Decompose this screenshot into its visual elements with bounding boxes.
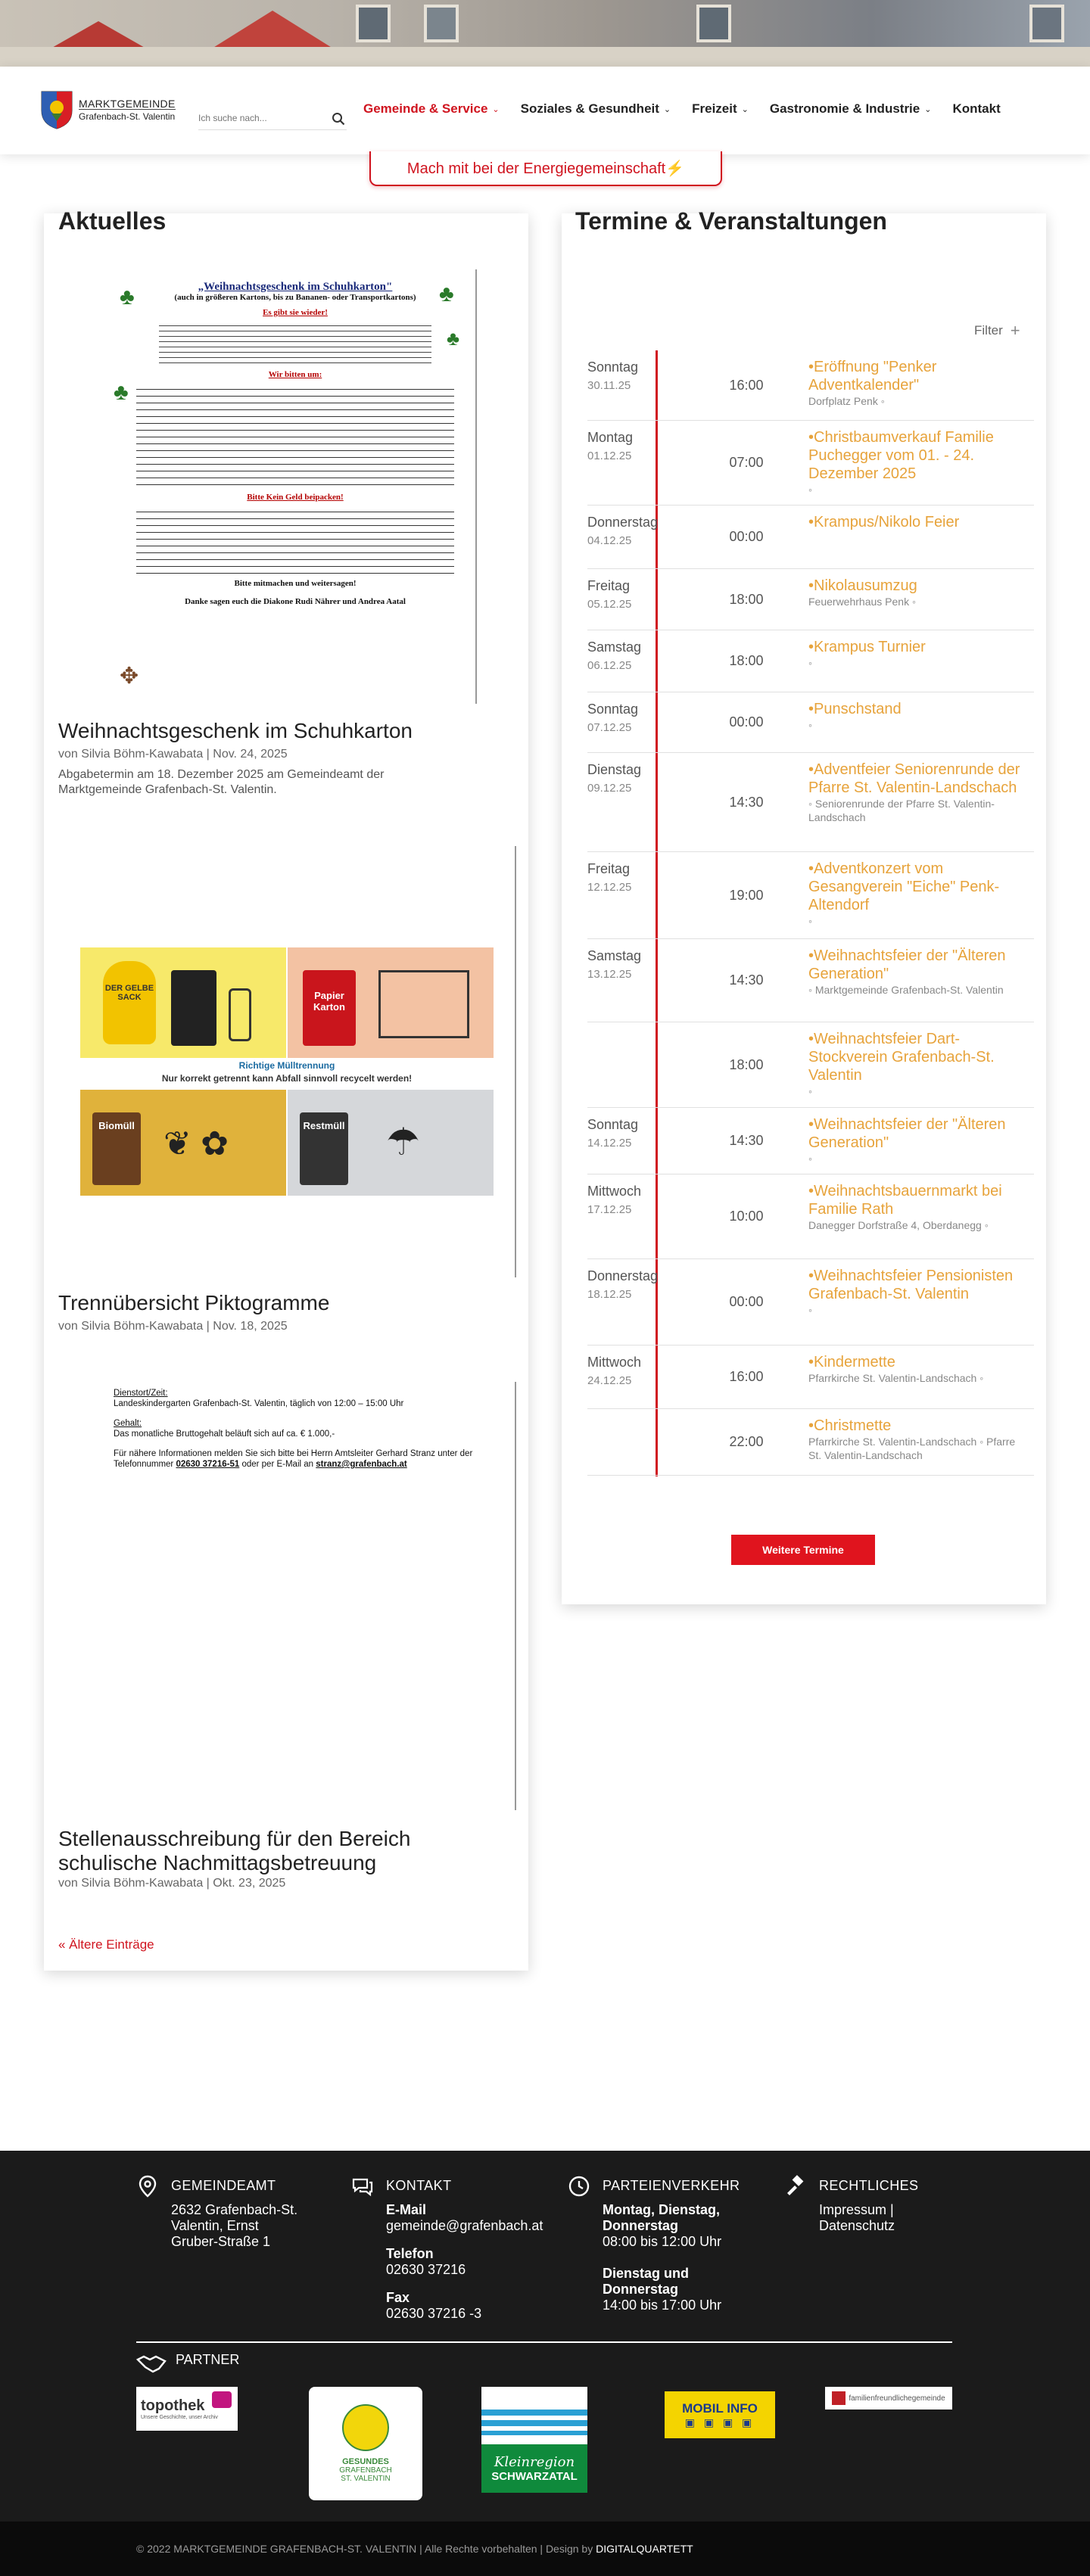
footer-heading: KONTAKT — [386, 2178, 452, 2193]
phone-number[interactable]: 02630 37216 — [386, 2262, 466, 2277]
event-location: Pfarrkirche St. Valentin-Landschach ◦ — [808, 1372, 984, 1384]
search-box — [198, 107, 347, 130]
hero-image — [0, 0, 1090, 67]
post-meta: von Silvia Böhm-Kawabata | Okt. 23, 2025 — [58, 1877, 286, 1890]
event-title[interactable] — [808, 860, 1020, 928]
post-title[interactable]: Trennübersicht Piktogramme — [58, 1291, 330, 1314]
event-time: 14:30 — [729, 794, 764, 810]
post-image-schuhkarton[interactable] — [106, 269, 477, 704]
event-row[interactable] — [587, 753, 1034, 852]
gesund-line3: ST. VALENTIN — [341, 2475, 391, 2483]
designer-link[interactable]: DIGITALQUARTETT — [596, 2543, 693, 2555]
event-time: 07:00 — [729, 455, 764, 470]
gesund-badge-icon — [342, 2404, 389, 2451]
nav-item-soziales[interactable] — [521, 101, 671, 117]
tree-icon: ♣ — [447, 327, 460, 350]
event-time: 00:00 — [729, 1294, 764, 1309]
footer-address: 2632 Grafenbach-St. Valentin, Ernst Gruber-Straße 1 — [171, 2202, 298, 2249]
nav-item-gastronomie[interactable] — [770, 101, 932, 117]
recycle-banner — [80, 1059, 494, 1090]
event-date: 24.12.25 — [587, 1374, 632, 1387]
post-image-stellenausschreibung[interactable] — [73, 1382, 516, 1810]
event-title-text: •Adventfeier Seniorenrunde der Pfarre St. Valentin-Landschach — [808, 761, 1020, 796]
event-day: Montag — [587, 430, 634, 445]
yellow-bag-icon: DER GELBE SACK — [103, 961, 156, 1044]
box-icon — [378, 970, 469, 1038]
event-title-text: •Eröffnung "Penker Adventkalender" — [808, 359, 937, 394]
bottle-icon — [229, 988, 251, 1041]
event-day: Mittwoch — [587, 1355, 642, 1370]
event-title-text: •Kindermette — [808, 1354, 895, 1370]
event-day: Dienstag — [587, 762, 642, 777]
event-location: ◦ — [808, 719, 812, 731]
event-day: Samstag — [587, 948, 642, 963]
nav-label: Kontakt — [952, 101, 1001, 116]
event-title[interactable] — [808, 638, 1020, 670]
event-time: 14:30 — [729, 972, 764, 988]
footer-heading: RECHTLICHES — [819, 2178, 919, 2193]
event-row[interactable] — [587, 939, 1034, 1022]
event-day: Samstag — [587, 639, 642, 655]
yellow-bag-tile — [80, 947, 286, 1058]
doc-label: Dienstort/Zeit: — [114, 1389, 168, 1398]
flyer-text-block — [136, 506, 454, 574]
reindeer-icon: ✥ — [120, 664, 139, 689]
footer-gemeindeamt — [136, 2175, 341, 2326]
bin-icon — [171, 970, 216, 1046]
footer-contact-block — [386, 2202, 583, 2322]
nav-label: Soziales & Gesundheit — [520, 101, 659, 116]
event-row[interactable] — [587, 692, 1034, 753]
event-title[interactable] — [808, 358, 1020, 408]
event-time: 16:00 — [729, 377, 764, 393]
event-title-text: •Weihnachtsfeier der "Älteren Generation" — [808, 947, 1006, 982]
flyer-line: Wir bitten um: — [268, 370, 322, 379]
event-date: 01.12.25 — [587, 450, 632, 462]
event-date: 09.12.25 — [587, 782, 632, 795]
nav-label: Gastronomie & Industrie — [769, 101, 920, 116]
familie-icon — [832, 2391, 846, 2405]
event-title[interactable] — [808, 1353, 1020, 1385]
event-location: Dorfplatz Penk ◦ — [808, 395, 885, 407]
partner-mobil-info[interactable] — [665, 2391, 775, 2438]
doc-line: Für nähere Informationen melden Sie sich bitte bei Herrn Amtsleiter Gerhard Stranz unter der Telefonnummer — [114, 1449, 473, 1469]
event-row[interactable] — [587, 852, 1034, 939]
event-title[interactable] — [808, 513, 1020, 531]
doc-line: oder per E-Mail an — [241, 1460, 314, 1469]
paper-tile — [288, 947, 494, 1058]
fax-label: Fax — [386, 2290, 410, 2305]
event-location: ◦ — [808, 657, 812, 669]
event-day: Sonntag — [587, 359, 639, 375]
chat-icon — [351, 2175, 374, 2198]
event-date: 06.12.25 — [587, 659, 632, 672]
plus-icon: + — [1010, 321, 1020, 340]
event-date: 05.12.25 — [587, 598, 632, 611]
event-row[interactable] — [587, 1174, 1034, 1259]
logo-subtitle: Grafenbach-St. Valentin — [79, 110, 176, 122]
copyright-text: © 2022 MARKTGEMEINDE GRAFENBACH-ST. VALENTIN | Alle Rechte vorbehalten | Design by — [136, 2543, 593, 2555]
doc-line: Das monatliche Bruttogehalt beläuft sich auf ca. € 1.000,- — [114, 1430, 335, 1439]
partner-gesundes-grafenbach[interactable] — [309, 2387, 422, 2500]
event-title-text: •Weihnachtsfeier Pensionisten Grafenbach-St. Valentin — [808, 1268, 1014, 1302]
event-title[interactable] — [808, 428, 1020, 496]
hours-days: Dienstag und Donnerstag — [603, 2266, 690, 2297]
event-row[interactable] — [587, 1259, 1034, 1346]
partner-familienfreundlich[interactable] — [825, 2387, 952, 2410]
flyer-text-block — [136, 383, 454, 489]
event-time: 22:00 — [729, 1434, 764, 1449]
doc-phone: 02630 37216-51 — [176, 1460, 240, 1469]
events-heading: Termine & Veranstaltungen — [575, 207, 887, 235]
event-title[interactable] — [808, 1417, 1020, 1462]
footer-heading: PARTEIENVERKEHR — [603, 2178, 740, 2193]
event-time: 00:00 — [729, 529, 764, 544]
event-title-text: •Weihnachtsbauernmarkt bei Familie Rath — [808, 1183, 1002, 1218]
event-time: 14:30 — [729, 1133, 764, 1148]
flyer-line: Bitte mitmachen und weitersagen! — [234, 579, 357, 588]
event-date: 30.11.25 — [587, 379, 631, 392]
event-row[interactable] — [587, 1346, 1034, 1409]
schwarzatal-line2: SCHWARZATAL — [491, 2470, 578, 2483]
energy-community-button[interactable]: Mach mit bei der Energiegemeinschaft⚡ — [369, 151, 722, 186]
familie-label: familienfreundlichegemeinde — [849, 2394, 945, 2403]
clock-icon — [568, 2175, 590, 2198]
event-title[interactable] — [808, 761, 1020, 824]
location-pin-icon — [136, 2175, 159, 2198]
older-entries-link[interactable]: « Ältere Einträge — [58, 1937, 154, 1952]
event-location: Feuerwehrhaus Penk ◦ — [808, 596, 916, 608]
nav-label: Freizeit — [692, 101, 737, 116]
event-title-text: •Krampus Turnier — [808, 639, 926, 655]
hours-days: Montag, Dienstag, Donnerstag — [603, 2202, 721, 2233]
gavel-icon — [784, 2175, 807, 2198]
partner-heading: PARTNER — [176, 2352, 240, 2367]
site-footer — [0, 2151, 1090, 2522]
event-row[interactable] — [587, 421, 1034, 506]
event-title[interactable] — [808, 1267, 1020, 1317]
event-location: ◦ — [808, 1153, 812, 1165]
event-location: ◦ — [808, 915, 812, 927]
topothek-label: topothek — [141, 2397, 205, 2414]
event-title[interactable] — [808, 700, 1020, 732]
post-image-muelltrennung[interactable] — [73, 846, 516, 1277]
paper-bin-icon: Papier Karton — [303, 970, 356, 1046]
event-day: Sonntag — [587, 702, 639, 717]
rest-bin-icon: Restmüll — [300, 1112, 348, 1185]
event-title-text: •Krampus/Nikolo Feier — [808, 514, 960, 530]
post-title[interactable]: Weihnachtsgeschenk im Schuhkarton — [58, 719, 413, 742]
chevron-down-icon: ⌄ — [663, 104, 671, 114]
topothek-badge-icon — [212, 2391, 232, 2408]
nav-item-kontakt[interactable] — [952, 101, 1000, 117]
nav-label: Gemeinde & Service — [363, 101, 488, 116]
event-title-text: •Weihnachtsfeier der "Älteren Generation" — [808, 1116, 1006, 1151]
event-date: 07.12.25 — [587, 721, 632, 734]
legal-links[interactable]: Impressum | Datenschutz — [819, 2202, 895, 2233]
doc-label: Gehalt: — [114, 1419, 142, 1428]
event-date: 04.12.25 — [587, 534, 632, 547]
schwarzatal-band — [481, 2444, 587, 2493]
footer-kontakt — [351, 2175, 563, 2341]
event-title[interactable] — [808, 1115, 1020, 1165]
post-title[interactable]: Stellenausschreibung für den Bereich schulische Nachmittagsbetreuung — [58, 1827, 411, 1874]
event-day: Freitag — [587, 861, 631, 876]
event-time: 18:00 — [729, 653, 764, 668]
event-location: Pfarrkirche St. Valentin-Landschach ◦ Pfarre St. Valentin-Landschach — [808, 1436, 1016, 1461]
partner-schwarzatal[interactable] — [481, 2387, 587, 2493]
event-title-text: •Christmette — [808, 1417, 892, 1434]
search-icon[interactable] — [332, 112, 345, 126]
schwarzatal-line1: Kleinregion — [494, 2454, 575, 2470]
fax-number: 02630 37216 -3 — [386, 2306, 482, 2321]
hours-time: 14:00 bis 17:00 Uhr — [603, 2298, 722, 2313]
nav-item-gemeinde[interactable] — [363, 101, 500, 117]
topothek-sub: Unsere Geschichte, unser Archiv — [141, 2415, 218, 2420]
flyer-subtitle: (auch in größeren Kartons, bis zu Bananen- oder Transportkartons) — [174, 293, 416, 302]
leaf-icon: ❦ ✿ — [164, 1125, 229, 1162]
event-location: ◦ Marktgemeinde Grafenbach-St. Valentin — [808, 984, 1004, 996]
event-day: Mittwoch — [587, 1184, 642, 1199]
event-row[interactable] — [587, 569, 1034, 630]
main-nav — [363, 101, 1001, 117]
handshake-icon — [136, 2352, 167, 2375]
event-time: 16:00 — [729, 1369, 764, 1384]
event-title[interactable] — [808, 947, 1020, 997]
doc-email: stranz@grafenbach.at — [316, 1460, 407, 1469]
flyer-title: „Weihnachtsgeschenk im Schuhkarton" — [198, 281, 393, 293]
event-day: Freitag — [587, 578, 631, 593]
flyer-line: Danke sagen euch die Diakone Rudi Nährer und Andrea Aatal — [185, 597, 406, 606]
doc-line: Landeskindergarten Grafenbach-St. Valentin, täglich von 12:00 – 15:00 Uhr — [114, 1399, 404, 1408]
event-time: 19:00 — [729, 887, 764, 903]
filter-label: Filter — [974, 323, 1003, 338]
bio-tile — [80, 1090, 286, 1196]
event-day: Donnerstag — [587, 1268, 659, 1283]
post-meta: von Silvia Böhm-Kawabata | Nov. 18, 2025 — [58, 1320, 288, 1333]
event-title-text: •Christbaumverkauf Familie Puchegger vom 01. - 24. Dezember 2025 — [808, 429, 994, 482]
post-meta: von Silvia Böhm-Kawabata | Nov. 24, 2025 — [58, 748, 288, 761]
flyer-text-block — [159, 321, 431, 366]
footer-divider — [136, 2341, 952, 2343]
event-date: 12.12.25 — [587, 881, 632, 894]
event-title-text: •Weihnachtsfeier Dart-Stockverein Grafenbach-St. Valentin — [808, 1031, 995, 1084]
event-day: Sonntag — [587, 1117, 639, 1132]
mobil-label: MOBIL INFO — [682, 2400, 758, 2416]
chevron-down-icon: ⌄ — [924, 104, 932, 114]
partner-topothek[interactable] — [136, 2387, 238, 2431]
event-title[interactable] — [808, 1030, 1020, 1098]
event-row[interactable] — [587, 350, 1034, 421]
event-location: ◦ Seniorenrunde der Pfarre St. Valentin-Landschach — [808, 798, 995, 823]
event-row[interactable] — [587, 506, 1034, 569]
chevron-down-icon: ⌄ — [741, 104, 749, 114]
event-title-text: •Nikolausumzug — [808, 577, 917, 594]
tree-icon: ♣ — [439, 282, 454, 306]
event-row[interactable] — [587, 1108, 1034, 1174]
search-input[interactable] — [198, 107, 319, 129]
event-time: 10:00 — [729, 1209, 764, 1224]
event-location: ◦ — [808, 484, 812, 496]
more-events-button[interactable]: Weitere Termine — [731, 1535, 875, 1565]
copyright-bar — [0, 2522, 1090, 2576]
site-header — [0, 67, 1090, 154]
event-date: 17.12.25 — [587, 1203, 632, 1216]
banner-heading: Richtige Mülltrennung — [238, 1060, 335, 1071]
duck-icon: ☂ — [386, 1121, 420, 1163]
wave-icon — [481, 2405, 587, 2435]
event-row[interactable] — [587, 630, 1034, 692]
crest-icon — [39, 89, 74, 130]
post-excerpt: Abgabetermin am 18. Dezember 2025 am Gemeindeamt der Marktgemeinde Grafenbach-St. Valentin. — [58, 768, 385, 796]
event-row[interactable] — [587, 1022, 1034, 1108]
email-link[interactable]: gemeinde@grafenbach.at — [386, 2218, 543, 2233]
tree-icon: ♣ — [120, 285, 135, 310]
event-date: 18.12.25 — [587, 1288, 632, 1301]
event-date: 13.12.25 — [587, 968, 632, 981]
gesund-line2: GRAFENBACH — [339, 2466, 392, 2475]
footer-parteienverkehr — [568, 2175, 772, 2326]
gesund-line1: GESUNDES — [342, 2457, 389, 2466]
footer-rechtliches — [784, 2175, 958, 2251]
event-title-text: •Punschstand — [808, 701, 902, 717]
footer-hours-block — [603, 2202, 754, 2313]
transport-icons: ▣ ▣ ▣ ▣ — [684, 2416, 755, 2428]
flyer-line: Bitte Kein Geld beipacken! — [247, 493, 344, 502]
footer-heading: GEMEINDEAMT — [171, 2178, 276, 2193]
event-time: 00:00 — [729, 714, 764, 730]
event-day: Donnerstag — [587, 515, 659, 530]
tree-icon: ♣ — [114, 380, 129, 405]
flyer-line: Es gibt sie wieder! — [263, 308, 328, 317]
event-time: 18:00 — [729, 1056, 764, 1072]
event-title[interactable] — [808, 1182, 1020, 1232]
event-location: Danegger Dorfstraße 4, Oberdanegg ◦ — [808, 1219, 989, 1231]
logo-title: MARKTGEMEINDE — [79, 97, 176, 110]
bio-bin-icon: Biomüll — [92, 1112, 141, 1185]
nav-item-freizeit[interactable] — [692, 101, 749, 117]
rest-tile — [288, 1090, 494, 1196]
banner-text: Nur korrekt getrennt kann Abfall sinnvoll recycelt werden! — [161, 1073, 413, 1084]
hours-time: 08:00 bis 12:00 Uhr — [603, 2234, 722, 2249]
event-row[interactable] — [587, 1409, 1034, 1476]
chevron-down-icon: ⌄ — [492, 104, 500, 114]
filter-button[interactable] — [974, 321, 1020, 341]
email-label: E-Mail — [386, 2202, 427, 2217]
event-date: 14.12.25 — [587, 1137, 632, 1150]
site-logo[interactable] — [39, 89, 176, 130]
event-location: ◦ — [808, 1085, 812, 1097]
event-title-text: •Adventkonzert vom Gesangverein "Eiche" Penk-Altendorf — [808, 860, 1000, 913]
phone-label: Telefon — [386, 2246, 434, 2261]
event-location: ◦ — [808, 1304, 812, 1316]
event-title[interactable] — [808, 577, 1020, 608]
event-time: 18:00 — [729, 591, 764, 607]
news-heading: Aktuelles — [58, 207, 167, 235]
